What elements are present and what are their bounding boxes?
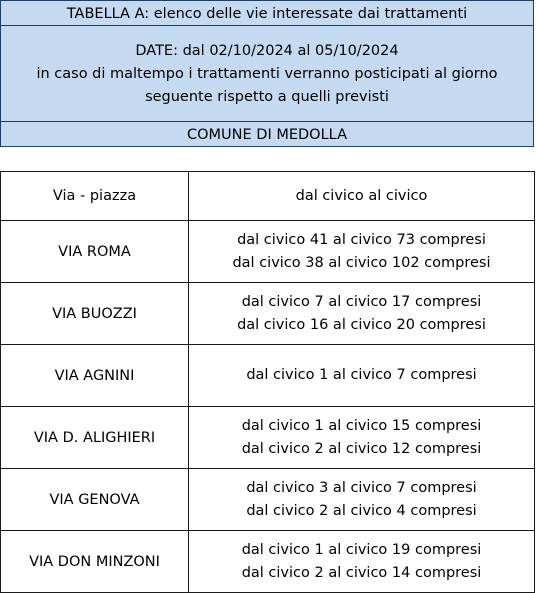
street-name: VIA ROMA — [1, 221, 189, 283]
table-row — [1, 345, 535, 407]
comune-name: COMUNE DI MEDOLLA — [187, 127, 347, 143]
civic-range-cell — [189, 221, 535, 283]
civic-range: dal civico 16 al civico 20 compresi — [237, 316, 486, 333]
civic-range: dal civico 38 al civico 102 compresi — [232, 254, 491, 271]
table-row — [1, 221, 535, 283]
date-info-banner — [0, 25, 534, 122]
table-row — [1, 469, 535, 531]
civic-range-cell — [189, 469, 535, 531]
civic-range: dal civico 7 al civico 17 compresi — [241, 293, 482, 310]
street-name: VIA D. ALIGHIERI — [1, 407, 189, 469]
street-name: VIA BUOZZI — [1, 283, 189, 345]
civic-range: dal civico 2 al civico 14 compresi — [241, 564, 482, 581]
civic-range-cell — [189, 531, 535, 593]
weather-note-line-2: seguente rispetto a quelli previsti — [145, 89, 389, 105]
civic-range-cell — [189, 345, 535, 407]
column-header-civico: dal civico al civico — [189, 172, 535, 221]
date-range: DATE: dal 02/10/2024 al 05/10/2024 — [135, 43, 399, 59]
comune-banner — [0, 121, 534, 147]
civic-range: dal civico 3 al civico 7 compresi — [246, 479, 477, 496]
streets-table — [0, 171, 535, 593]
civic-range: dal civico 2 al civico 4 compresi — [246, 502, 477, 519]
street-name: VIA AGNINI — [1, 345, 189, 407]
civic-range-cell — [189, 407, 535, 469]
street-name: VIA DON MINZONI — [1, 531, 189, 593]
civic-range: dal civico 2 al civico 12 compresi — [241, 440, 482, 457]
table-row — [1, 531, 535, 593]
street-name: VIA GENOVA — [1, 469, 189, 531]
civic-range: dal civico 1 al civico 19 compresi — [241, 541, 482, 558]
table-title: TABELLA A: elenco delle vie interessate dai trattamenti — [66, 6, 468, 22]
table-row — [1, 283, 535, 345]
civic-range-cell — [189, 283, 535, 345]
civic-range: dal civico 1 al civico 7 compresi — [246, 367, 477, 383]
column-header-via: Via - piazza — [1, 172, 189, 221]
civic-range: dal civico 1 al civico 15 compresi — [241, 417, 482, 434]
table-title-banner — [0, 0, 534, 26]
weather-note-line-1: in caso di maltempo i trattamenti verranno posticipati al giorno — [36, 66, 498, 82]
table-header-row — [1, 172, 535, 221]
civic-range: dal civico 41 al civico 73 compresi — [237, 231, 486, 248]
table-row — [1, 407, 535, 469]
